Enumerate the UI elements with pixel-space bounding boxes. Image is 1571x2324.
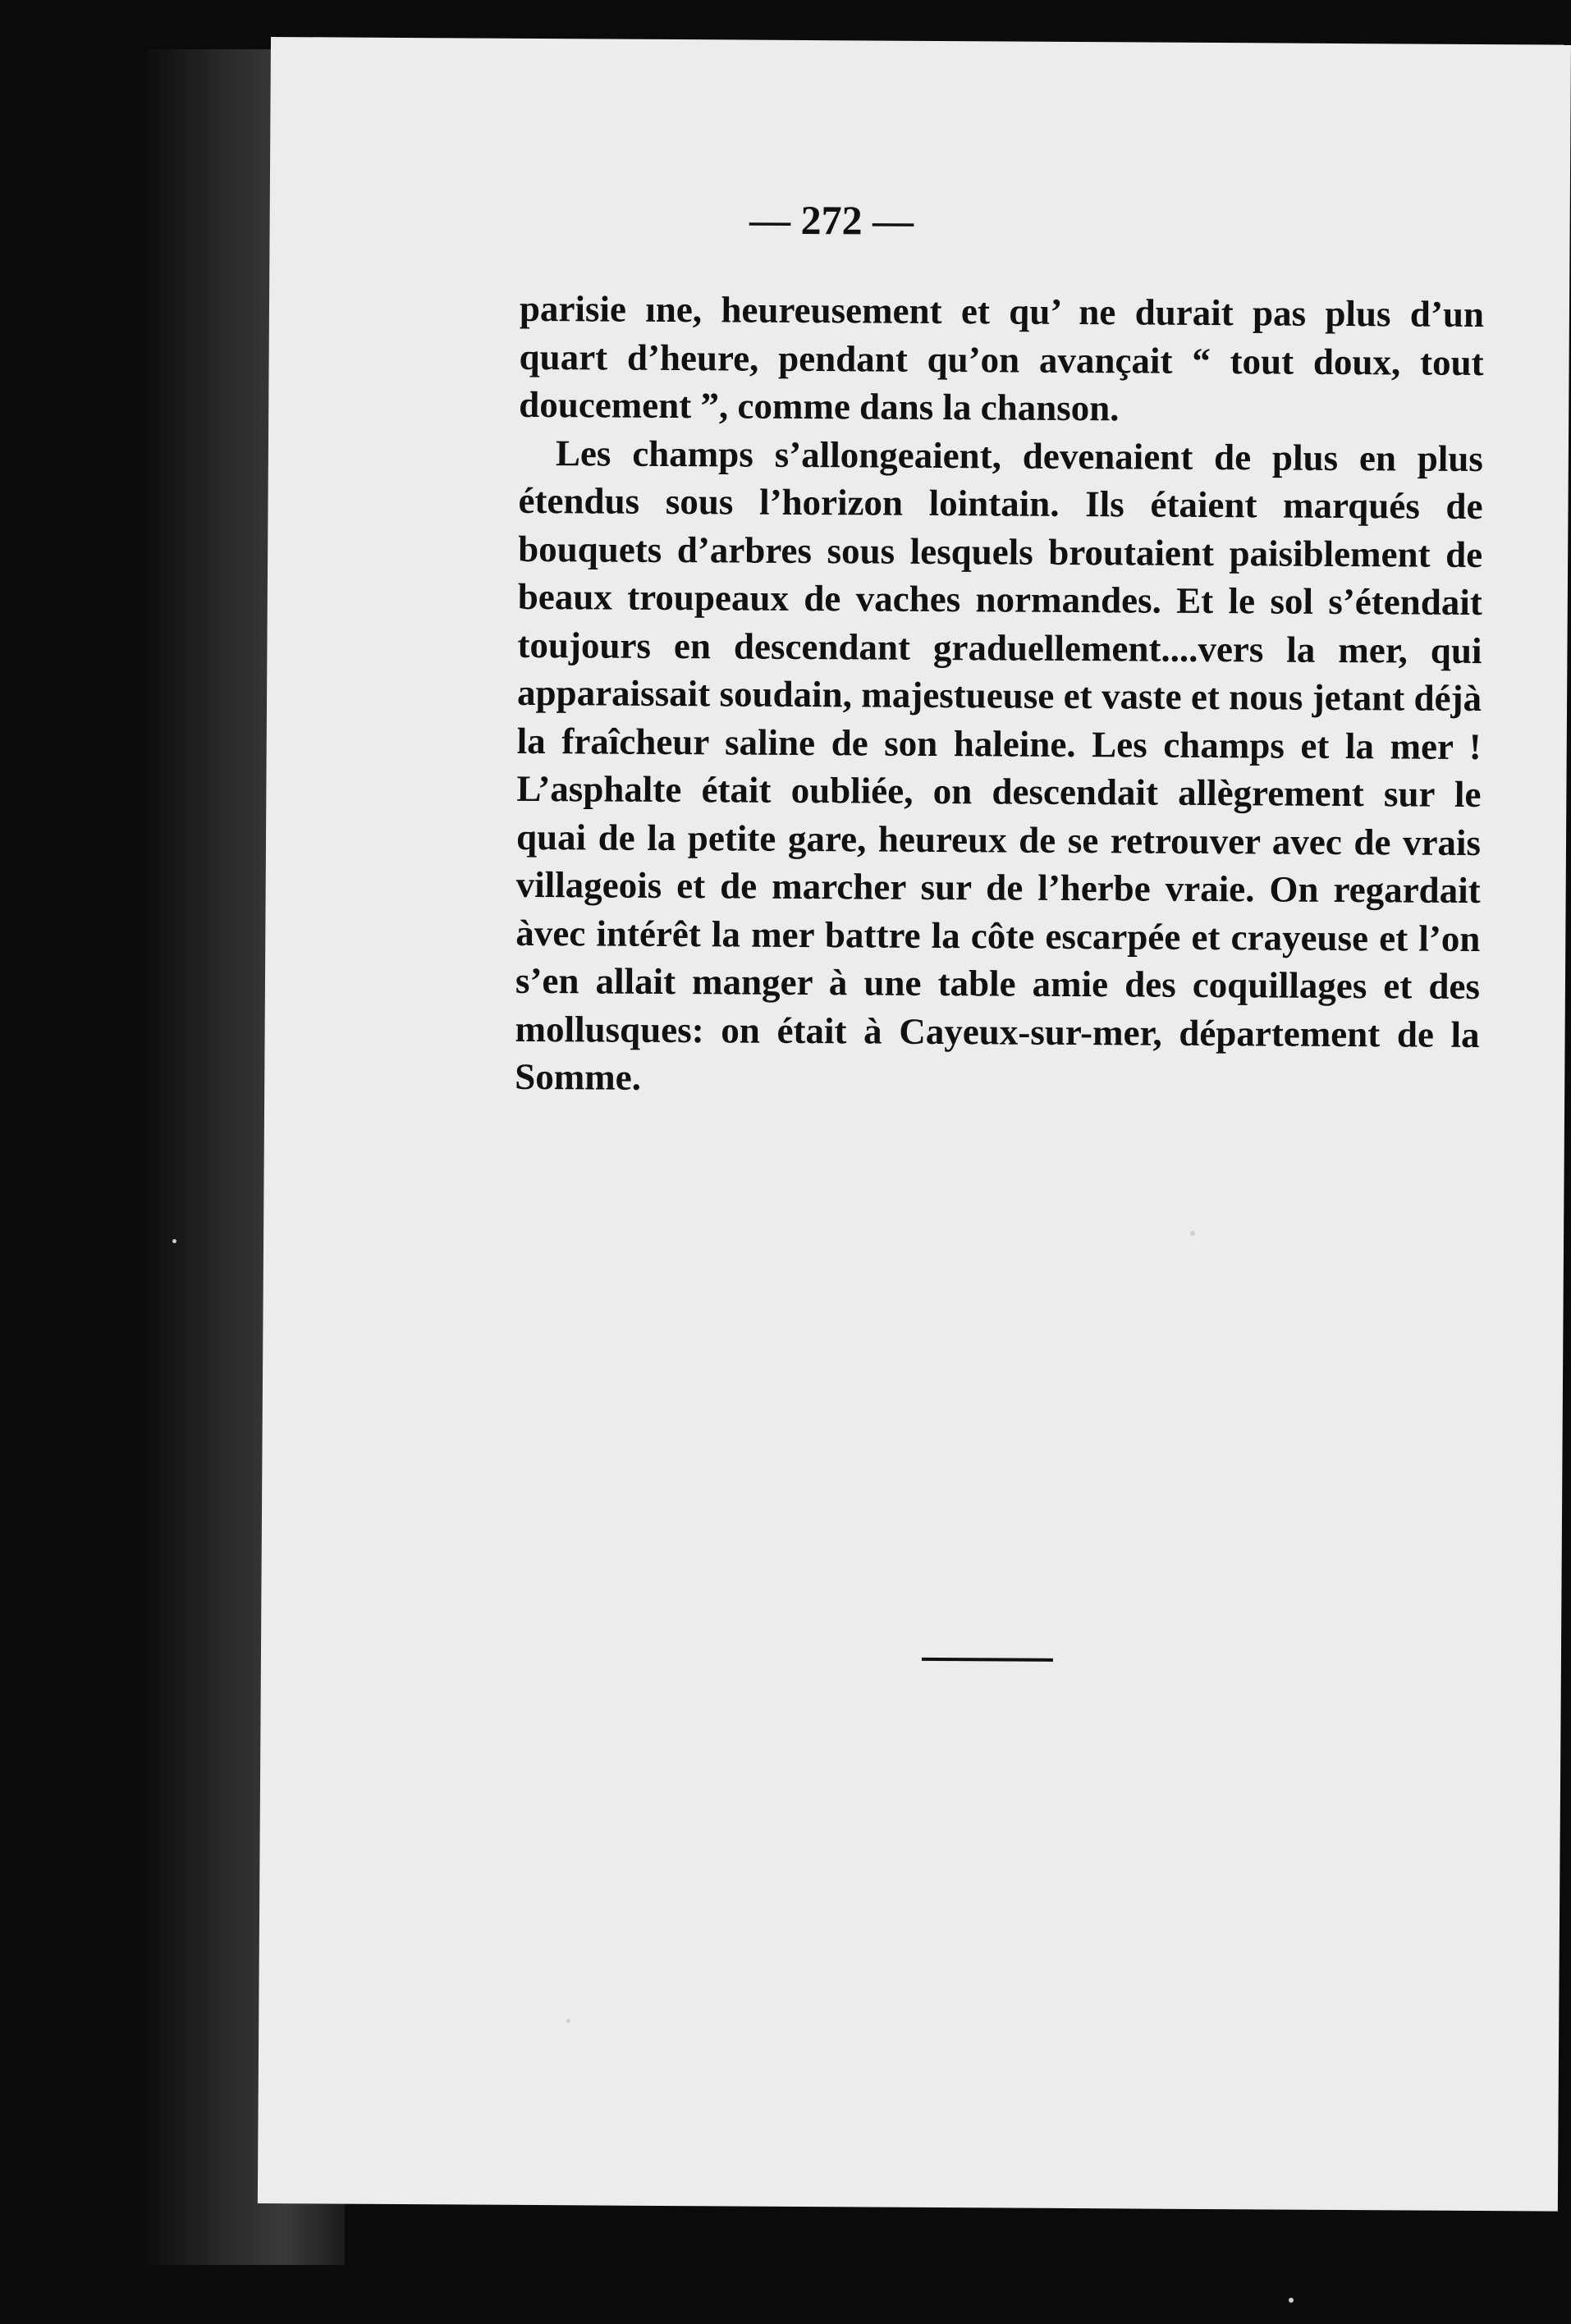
page-body-text [515, 285, 1484, 1107]
page-number: — 272 — [749, 196, 914, 244]
scan-speck [1289, 2298, 1294, 2303]
scan-speck [566, 2019, 570, 2023]
end-of-chapter-rule [922, 1658, 1053, 1662]
paragraph-continuation: parisie ıne, heureusement et qu’ ne durait pas plus d’un quart d’heure, pendant qu’on avançait “ tout doux, tout doucement ”, comme dans la chanson. [519, 287, 1485, 429]
paragraph-champs: Les champs s’allongeaient, devenaient de plus en plus étendus sous l’horizon lointain. Ils étaient marqués de bouquets d’arbres sous lesquels broutaient paisiblement de beaux troupeaux de vaches normandes. Et le sol s’étendait toujours en descendant graduellement....vers la mer, qui apparaissait soudain, majestueuse et vaste et nous jetant déjà la fraîcheur saline de son haleine. Les champs et la mer ! L’asphalte était oubliée, on descendait allègrement sur le quai de la petite gare, heureux de se retrouver avec de vrais villageois et de marcher sur de l’herbe vraie. On regardait àvec intérêt la mer battre la côte escarpée et crayeuse et l’on s’en allait manger à une table amie des coquillages et des mollusques: on était à Cayeux-sur-mer, département de la Somme. [515, 432, 1484, 1098]
book-page [258, 37, 1571, 2212]
scan-speck [172, 1239, 176, 1243]
scan-speck [1190, 1231, 1195, 1236]
